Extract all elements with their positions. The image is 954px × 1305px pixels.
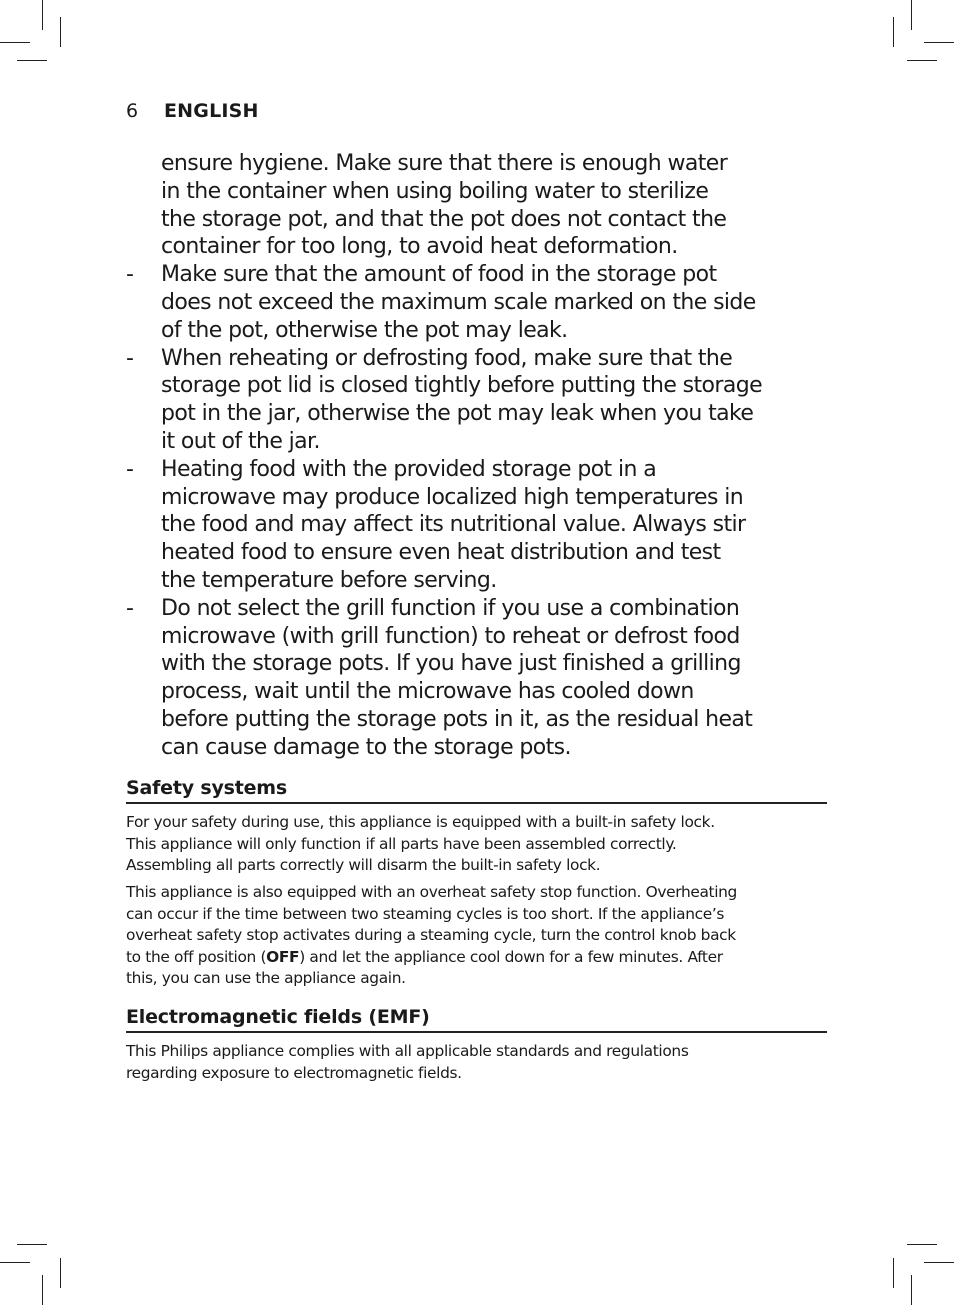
crop-mark xyxy=(0,42,30,43)
crop-mark xyxy=(893,1258,894,1288)
list-item-text: Do not select the grill function if you use a combination microwave (with grill function) to reheat or defrost food with the storage pots. If you have just finished a grilling process, wait until the microwave has cooled down before putting the storage pots in it, as the residual heat can cause damage to the storage pots. xyxy=(161,595,753,760)
list-item-text: Make sure that the amount of food in the storage pot does not exceed the maximum scale marked on the side of the pot, otherwise the pot may leak. xyxy=(161,262,756,343)
bullet-dash: - xyxy=(126,595,134,621)
list-item-text: Heating food with the provided storage pot in a microwave may produce localized high temperatures in the food and may affect its nutritional value. Always stir heated food to ensure even heat distribution and test the temperature before serving. xyxy=(161,456,746,593)
overheat-paragraph xyxy=(126,882,830,990)
list-item xyxy=(126,345,830,456)
crop-mark xyxy=(907,1244,937,1245)
safety-systems-heading: Safety systems xyxy=(126,776,827,804)
list-item xyxy=(126,595,830,762)
crop-mark xyxy=(17,60,47,61)
crop-mark xyxy=(907,60,937,61)
crop-mark xyxy=(924,1262,954,1263)
crop-mark xyxy=(60,17,61,47)
bullet-dash: - xyxy=(126,262,134,288)
list-item xyxy=(126,261,830,344)
bullet-dash: - xyxy=(126,456,134,482)
crop-mark xyxy=(924,42,954,43)
page-number: 6 xyxy=(126,100,139,122)
safety-lock-paragraph: For your safety during use, this appliance is equipped with a built-in safety lock. This appliance will only function if all parts have been assembled correctly. Assembling all parts correctly will disarm the built-in safety lock. xyxy=(126,813,715,874)
crop-mark xyxy=(42,0,43,30)
language-label: ENGLISH xyxy=(164,100,259,122)
crop-mark xyxy=(893,17,894,47)
emf-paragraph: This Philips appliance complies with all applicable standards and regulations regarding exposure to electromagnetic fields. xyxy=(126,1042,689,1082)
safety-instructions-list xyxy=(126,150,830,762)
page-header xyxy=(126,99,259,123)
continuation-paragraph: ensure hygiene. Make sure that there is enough water in the container when using boiling water to sterilize the storage pot, and that the pot does not contact the container for too long, to avoid heat deformation. xyxy=(161,151,728,260)
bullet-dash: - xyxy=(126,345,134,371)
crop-mark xyxy=(17,1244,47,1245)
list-item-text: When reheating or defrosting food, make sure that the storage pot lid is closed tightly before putting the storage pot in the jar, otherwise the pot may leak when you take it out of the jar. xyxy=(161,345,763,454)
emf-heading: Electromagnetic fields (EMF) xyxy=(126,1005,827,1033)
crop-mark xyxy=(60,1258,61,1288)
overheat-text: This appliance is also equipped with an overheat safety stop function. Overheating can occur if the time between two steaming cycles is too short. If the appliance’s overheat safety stop activates during a steaming cycle, turn the control knob back to the off position ( xyxy=(126,883,737,966)
crop-mark xyxy=(42,1275,43,1305)
overheat-text-end: ) and let the appliance cool down for a few minutes. After this, you can use the appliance again. xyxy=(126,947,723,987)
crop-mark xyxy=(911,1275,912,1305)
crop-mark xyxy=(0,1262,30,1263)
crop-mark xyxy=(911,0,912,30)
off-label: OFF xyxy=(266,947,300,966)
list-item xyxy=(126,456,830,595)
